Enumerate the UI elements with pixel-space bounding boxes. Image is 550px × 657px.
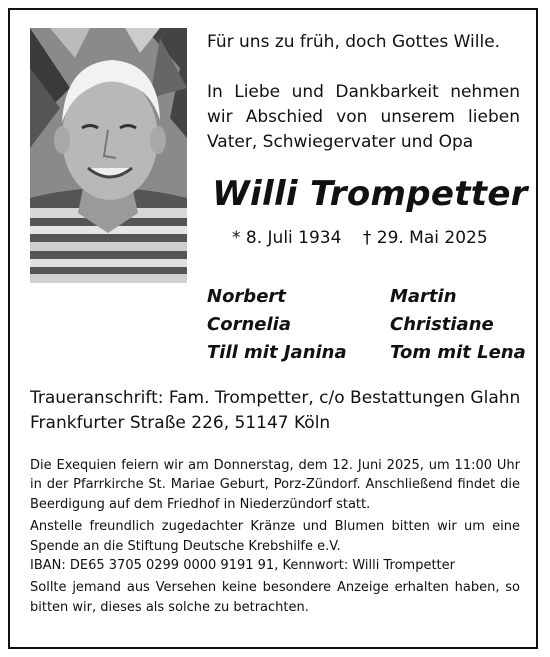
donation-note (30, 517, 520, 575)
intro-text (207, 30, 520, 155)
deceased-name: Willi Trompetter (212, 174, 528, 214)
family-member: Cornelia (207, 314, 291, 335)
family-member: Christiane (390, 314, 494, 335)
donation-text: Anstelle freundlich zugedachter Kränze und Blumen bitten wir um eine Spende an die Stiftung Deutsche Krebshilfe e.V. (30, 519, 520, 554)
intro-line-2: In Liebe und Dankbarkeit nehmen wir Abschied von unserem lieben Vater, Schwiegervater und Opa (207, 82, 520, 152)
family-member: Norbert (207, 286, 286, 307)
portrait-photo (30, 28, 187, 283)
family-member: Till mit Janina (207, 342, 347, 363)
closing-note: Sollte jemand aus Versehen keine besondere Anzeige erhalten haben, so bitten wir, dieses als solche zu betrachten. (30, 580, 520, 615)
notes (30, 456, 520, 620)
death-date: † 29. Mai 2025 (362, 228, 488, 248)
family-member: Martin (390, 286, 457, 307)
iban-text: IBAN: DE65 3705 0299 0000 9191 91, Kennwort: Willi Trompetter (30, 558, 455, 574)
birth-date: * 8. Juli 1934 (232, 228, 342, 248)
life-dates (232, 228, 504, 248)
intro-line-1: Für uns zu früh, doch Gottes Wille. (207, 32, 501, 52)
address-line-2: Frankfurter Straße 226, 51147 Köln (30, 413, 331, 433)
family-member: Tom mit Lena (390, 342, 526, 363)
family-list-right (390, 283, 526, 367)
family-list-left (207, 283, 347, 367)
address-line-1: Traueranschrift: Fam. Trompetter, c/o Bestattungen Glahn (30, 388, 521, 408)
service-note: Die Exequien feiern wir am Donnerstag, dem 12. Juni 2025, um 11:00 Uhr in der Pfarrkirche St. Mariae Geburt, Porz-Zündorf. Anschließend findet die Beerdigung auf dem Friedhof in Niederzündorf statt. (30, 458, 520, 512)
mourning-address (30, 386, 522, 436)
